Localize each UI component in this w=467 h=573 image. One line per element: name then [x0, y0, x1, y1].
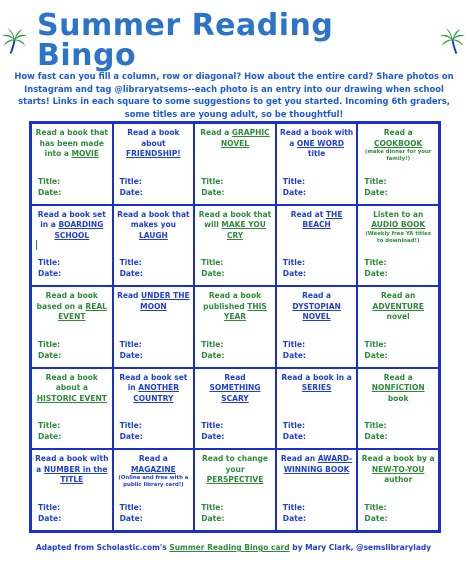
entry-fields	[201, 176, 224, 198]
bingo-square	[357, 449, 439, 531]
title-label: Title:	[38, 502, 61, 512]
prompt-link[interactable]: LAUGH	[138, 230, 168, 240]
date-label: Date:	[38, 269, 62, 279]
prompt-link[interactable]: REAL EVENT	[58, 301, 107, 322]
page-title: Summer Reading Bingo	[37, 8, 334, 73]
date-label: Date:	[38, 187, 62, 197]
prompt-link[interactable]: HISTORIC EVENT	[36, 393, 107, 403]
prompt-text: Listen to an	[373, 209, 424, 219]
title-label: Title:	[38, 339, 61, 349]
prompt-text: Read a	[200, 128, 230, 137]
title-label: Title:	[119, 258, 142, 268]
date-label: Date:	[38, 513, 62, 523]
prompt-link[interactable]: COOKBOOK	[374, 138, 423, 148]
prompt-text: Read a book with a	[35, 454, 109, 474]
footer-text: Adapted from Scholastic.com's	[35, 543, 167, 552]
entry-fields	[38, 420, 61, 442]
date-label: Date:	[364, 350, 388, 360]
date-label: Date:	[282, 269, 307, 279]
entry-fields	[38, 176, 61, 198]
entry-fields	[120, 502, 143, 524]
date-label: Date:	[282, 432, 307, 442]
entry-fields	[201, 420, 224, 442]
prompt-text: title	[307, 149, 326, 158]
prompt-text: novel	[386, 312, 410, 322]
prompt-link[interactable]: MAKE YOU CRY	[221, 220, 266, 240]
date-label: Date:	[282, 513, 307, 523]
entry-fields	[201, 502, 224, 524]
title-label: Title:	[282, 502, 305, 512]
square-prompt	[198, 128, 272, 149]
title-label: Title:	[282, 176, 305, 186]
text-cursor	[36, 240, 37, 250]
date-label: Date:	[119, 432, 143, 442]
prompt-text: book	[387, 393, 409, 403]
footer-credit	[0, 543, 467, 552]
prompt-link[interactable]: THE BEACH	[302, 209, 343, 230]
prompt-link[interactable]: SOMETHING SCARY	[209, 383, 261, 403]
bingo-square	[194, 449, 276, 531]
prompt-text: Read a book that will	[198, 209, 272, 230]
prompt-link[interactable]: NEW-TO-YOU	[371, 464, 425, 474]
prompt-link[interactable]: DYSTOPIAN NOVEL	[292, 301, 341, 322]
prompt-link[interactable]: GRAPHIC NOVEL	[220, 128, 270, 148]
title-label: Title:	[282, 339, 305, 349]
prompt-link[interactable]: ADVENTURE	[372, 301, 424, 311]
entry-fields	[364, 502, 387, 524]
prompt-link[interactable]: FRIENDSHIP!	[126, 149, 181, 158]
bingo-square	[276, 449, 358, 531]
title-label: Title:	[201, 502, 224, 512]
prompt-link[interactable]: UNDER THE MOON	[140, 291, 190, 311]
bingo-square	[194, 205, 276, 287]
palm-tree-icon	[0, 26, 29, 56]
title-label: Title:	[119, 502, 142, 512]
date-label: Date:	[282, 187, 307, 197]
footer-link[interactable]: Summer Reading Bingo card	[169, 543, 290, 552]
entry-fields	[283, 257, 306, 279]
square-prompt	[280, 128, 354, 160]
prompt-link[interactable]: ANOTHER COUNTRY	[133, 383, 180, 403]
prompt-link[interactable]: BOARDING SCHOOL	[54, 220, 104, 240]
prompt-note: (Weekly free YA titles to download!)	[365, 230, 432, 244]
square-prompt	[361, 128, 435, 163]
prompt-link[interactable]: NUMBER in the TITLE	[43, 464, 108, 485]
prompt-text: Read a book that makes you	[117, 209, 190, 230]
square-prompt	[35, 210, 109, 242]
entry-fields	[364, 339, 387, 361]
entry-fields	[38, 339, 61, 361]
prompt-link[interactable]: SERIES	[301, 383, 332, 393]
bingo-square	[31, 286, 113, 368]
prompt-link[interactable]: AWARD-WINNING BOOK	[283, 454, 353, 474]
prompt-text: author	[384, 475, 413, 485]
prompt-link[interactable]: MAGAZINE	[130, 464, 176, 474]
bingo-square	[113, 368, 195, 450]
title-label: Title:	[364, 258, 387, 268]
square-prompt	[117, 128, 191, 160]
square-prompt	[198, 454, 272, 486]
prompt-link[interactable]: ONE WORD	[296, 138, 344, 148]
square-prompt	[361, 291, 435, 323]
date-label: Date:	[364, 513, 388, 523]
date-label: Date:	[364, 432, 388, 442]
bingo-square	[357, 205, 439, 287]
date-label: Date:	[364, 269, 388, 279]
square-prompt	[117, 373, 191, 405]
bingo-square	[113, 449, 195, 531]
square-prompt	[280, 454, 354, 475]
prompt-text: Read a	[138, 454, 168, 464]
entry-fields	[38, 257, 61, 279]
prompt-text: Read a book based on a	[36, 291, 98, 311]
date-label: Date:	[201, 269, 225, 279]
title-label: Title:	[201, 421, 224, 431]
bingo-square	[113, 205, 195, 287]
title-label: Title:	[201, 176, 224, 186]
bingo-square	[357, 368, 439, 450]
square-prompt	[117, 291, 191, 312]
title-label: Title:	[119, 176, 142, 186]
square-prompt	[35, 373, 109, 405]
title-label: Title:	[38, 258, 61, 268]
entry-fields	[283, 176, 306, 198]
prompt-text: Read a	[383, 128, 413, 137]
bingo-square	[276, 205, 358, 287]
square-prompt	[35, 291, 109, 323]
bingo-square	[31, 123, 113, 205]
prompt-text: Read to change your	[202, 454, 268, 474]
prompt-text: Read a book in a	[281, 372, 352, 382]
square-prompt	[35, 454, 109, 486]
entry-fields	[201, 339, 224, 361]
prompt-link[interactable]: PERSPECTIVE	[206, 475, 264, 485]
title-label: Title:	[364, 502, 387, 512]
square-prompt	[198, 210, 272, 242]
square-prompt	[198, 291, 272, 323]
prompt-text: Read	[117, 291, 139, 301]
entry-fields	[283, 420, 306, 442]
bingo-square	[194, 286, 276, 368]
prompt-link[interactable]: AUDIO BOOK	[371, 220, 426, 230]
square-prompt	[280, 373, 354, 394]
entry-fields	[364, 257, 387, 279]
date-label: Date:	[201, 432, 225, 442]
prompt-note: (Online and free with a public library card!)	[118, 475, 189, 489]
title-label: Title:	[282, 258, 305, 268]
intro-text: How fast can you fill a column, row or diagonal? How about the entire card? Share photos on Instagram and tag @libraryatsems--each photo is an entry into our drawing when school starts! Links in each square to some suggestions to get you started. Incoming 6th graders, some titles are young adult, so be thoughtful!	[14, 71, 454, 119]
prompt-text: Read an	[280, 454, 316, 464]
prompt-text: Read a book by a	[361, 454, 435, 464]
prompt-text: Read a	[383, 372, 413, 382]
date-label: Date:	[201, 350, 225, 360]
title-label: Title:	[364, 176, 387, 186]
bingo-square	[31, 205, 113, 287]
square-prompt	[117, 454, 191, 489]
prompt-text: Read at	[290, 209, 324, 219]
bingo-square	[31, 449, 113, 531]
date-label: Date:	[364, 187, 388, 197]
bingo-square	[113, 123, 195, 205]
bingo-square	[357, 123, 439, 205]
prompt-text: Read a book set in a	[37, 209, 106, 230]
prompt-link[interactable]: THIS YEAR	[223, 301, 267, 322]
prompt-text: Read a	[302, 291, 332, 301]
date-label: Date:	[201, 187, 225, 197]
palm-tree-icon	[438, 26, 467, 56]
title-label: Title:	[201, 258, 224, 268]
bingo-square	[276, 368, 358, 450]
prompt-text: Read a book with a	[279, 128, 354, 148]
bingo-square	[113, 286, 195, 368]
prompt-text: Read a book published	[203, 291, 262, 311]
entry-fields	[38, 502, 61, 524]
entry-fields	[120, 176, 143, 198]
entry-fields	[283, 502, 306, 524]
square-prompt	[117, 210, 191, 242]
entry-fields	[364, 176, 387, 198]
bingo-square	[357, 286, 439, 368]
title-label: Title:	[201, 339, 224, 349]
prompt-text: Read a book that has been made into a	[35, 128, 108, 158]
entry-fields	[364, 420, 387, 442]
square-prompt	[361, 454, 435, 486]
prompt-link[interactable]: MOVIE	[71, 149, 99, 158]
bingo-square	[276, 123, 358, 205]
footer-text: by Mary Clark, @semslibrarylady	[292, 543, 432, 552]
entry-fields	[120, 420, 143, 442]
prompt-text: Read a book about	[127, 128, 180, 148]
date-label: Date:	[38, 350, 62, 360]
title-label: Title:	[364, 339, 387, 349]
entry-fields	[283, 339, 306, 361]
date-label: Date:	[119, 350, 143, 360]
square-prompt	[198, 373, 272, 405]
prompt-link[interactable]: NONFICTION	[371, 383, 425, 393]
entry-fields	[120, 257, 143, 279]
prompt-text: Read an	[381, 291, 416, 301]
title-label: Title:	[119, 421, 142, 431]
title-label: Title:	[364, 421, 387, 431]
square-prompt	[280, 210, 354, 231]
prompt-text: Read a book set in	[119, 372, 188, 393]
date-label: Date:	[38, 432, 62, 442]
square-prompt	[361, 373, 435, 405]
bingo-square	[194, 368, 276, 450]
date-label: Date:	[201, 513, 225, 523]
header	[0, 8, 467, 73]
bingo-square	[276, 286, 358, 368]
bingo-square	[194, 123, 276, 205]
date-label: Date:	[282, 350, 307, 360]
date-label: Date:	[119, 269, 143, 279]
entry-fields	[201, 257, 224, 279]
title-label: Title:	[38, 176, 61, 186]
square-prompt	[361, 210, 435, 245]
title-label: Title:	[282, 421, 305, 431]
prompt-note: (make dinner for your family!)	[364, 149, 432, 162]
entry-fields	[120, 339, 143, 361]
bingo-square	[31, 368, 113, 450]
date-label: Date:	[119, 513, 143, 523]
title-label: Title:	[38, 421, 61, 431]
bingo-card	[29, 121, 441, 533]
prompt-text: Read a book about a	[45, 372, 98, 393]
square-prompt	[35, 128, 109, 160]
square-prompt	[280, 291, 354, 323]
date-label: Date:	[119, 187, 143, 197]
title-label: Title:	[119, 339, 142, 349]
prompt-text: Read	[224, 372, 246, 382]
